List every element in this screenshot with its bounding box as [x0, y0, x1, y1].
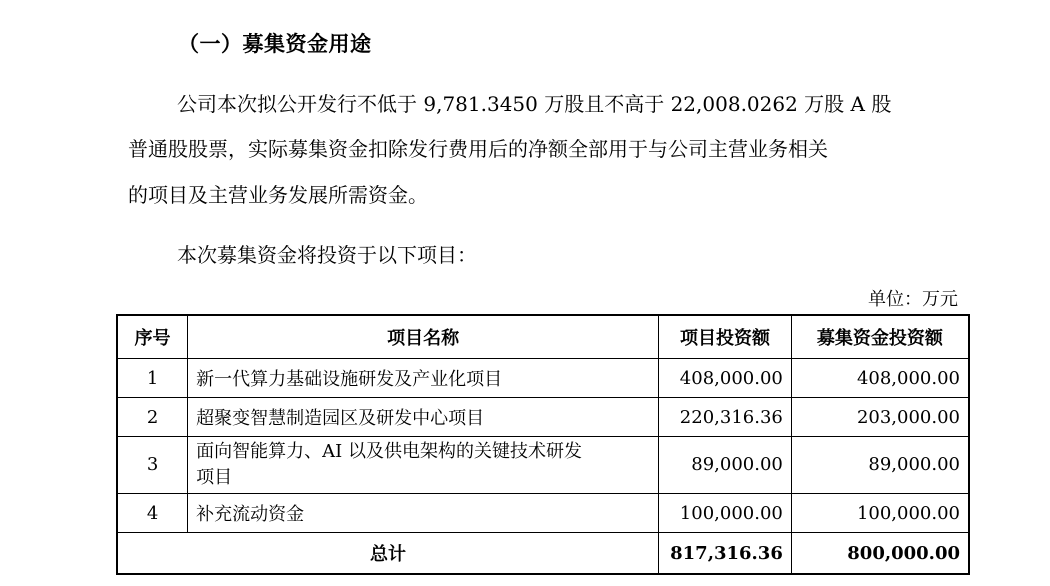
total-raised: 800,000.00 [791, 533, 969, 575]
row-raised: 203,000.00 [791, 398, 969, 437]
header-investment: 项目投资额 [659, 315, 792, 359]
row-raised: 408,000.00 [791, 359, 969, 398]
row-no: 1 [117, 359, 188, 398]
table-header-row [117, 315, 969, 359]
unit-label: 单位：万元 [868, 289, 958, 310]
row-project-name: 新一代算力基础设施研发及产业化项目 [188, 359, 659, 398]
header-project-name: 项目名称 [188, 315, 659, 359]
paragraph-line-1: 公司本次拟公开发行不低于 9,781.3450 万股且不高于 22,008.0262 万股 A 股 [177, 92, 892, 116]
table-row [117, 359, 969, 398]
paragraph-intro: 本次募集资金将投资于以下项目： [177, 243, 477, 267]
row-no: 2 [117, 398, 188, 437]
section-title: （一）募集资金用途 [178, 32, 372, 56]
row-investment: 89,000.00 [659, 437, 792, 494]
table-row [117, 398, 969, 437]
row-no: 4 [117, 494, 188, 533]
total-investment: 817,316.36 [659, 533, 792, 575]
row-raised: 89,000.00 [791, 437, 969, 494]
header-raised: 募集资金投资额 [791, 315, 969, 359]
paragraph-line-2: 普通股股票，实际募集资金扣除发行费用后的净额全部用于与公司主营业务相关 [128, 137, 828, 161]
table-total-row [117, 533, 969, 575]
row-project-name: 补充流动资金 [188, 494, 659, 533]
row-raised: 100,000.00 [791, 494, 969, 533]
row-project-name: 面向智能算力、AI 以及供电架构的关键技术研发项目 [188, 437, 659, 494]
row-no: 3 [117, 437, 188, 494]
row-investment: 408,000.00 [659, 359, 792, 398]
table-row [117, 437, 969, 494]
row-investment: 220,316.36 [659, 398, 792, 437]
paragraph-line-3: 的项目及主营业务发展所需资金。 [128, 183, 428, 207]
row-project-name: 超聚变智慧制造园区及研发中心项目 [188, 398, 659, 437]
total-label: 总计 [117, 533, 659, 575]
table-row [117, 494, 969, 533]
row-investment: 100,000.00 [659, 494, 792, 533]
projects-table [116, 314, 970, 575]
header-no: 序号 [117, 315, 188, 359]
